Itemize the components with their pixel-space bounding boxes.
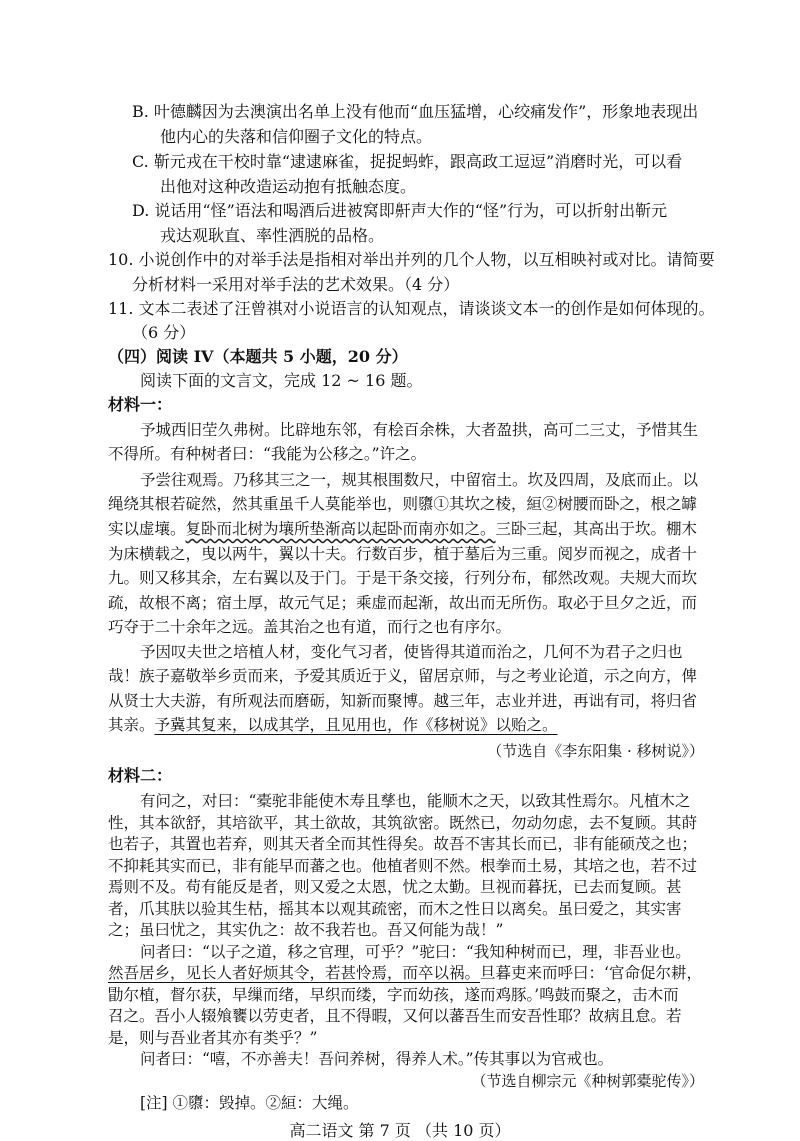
section-instruction: 阅读下面的文言文，完成 12 ~ 16 题。 [140,371,423,390]
m2-line: 者，爪其肤以验其生枯，摇其本以观其疏密，而木之性日以离矣。虽曰爱之，其实害 [108,899,682,918]
question-10-line1: 10. 小说创作中的对举手法是指相对举出并列的几个人物，以互相映衬或对比。请简要 [108,250,715,269]
question-10-line2: 分析材料一采用对举手法的艺术效果。（4 分） [132,275,460,294]
option-b-line1: B. 叶德麟因为去澳演出名单上没有他而“血压猛增，心绞痛发作”，形象地表现出 [132,102,699,121]
material-1-label: 材料一： [108,395,173,414]
m1-line: 疏，故根不离；宿土厚，故元气足；乘虚而起渐，故出而无所伤。取必于旦夕之近，而 [108,594,698,612]
m2-line: 焉则不及。苟有能反是者，则又爱之太恩，忧之太勤。旦视而暮抚，已去而复顾。甚 [108,878,682,896]
m2-line: 召之。吾小人辍飧饔以劳吏者，且不得暇，又何以蕃吾生而安吾性耶？故病且怠。若 [108,1007,682,1025]
m2-line: 问者曰：“以子之道，移之官理，可乎？”驼曰：“我知种树而已，理，非吾业也。 [140,942,691,961]
option-c-line2: 出他对这种改造运动抱有抵触态度。 [160,177,417,196]
option-c-line1: C. 靳元戎在干校时靠“逮逮麻雀，捉捉蚂蚱，跟高政工逗逗”消磨时光，可以看 [132,152,683,171]
m2-line: 有问之，对曰：“橐驼非能使木寿且孳也，能顺木之天，以致其性焉尔。凡植木之 [140,792,691,810]
m1-text: 三卧三起，其高出于坎。棚木 [495,520,698,538]
page-footer: 高二语文 第 7 页 （共 10 页） [289,1121,511,1140]
option-b-line2: 他内心的失落和信仰圈子文化的特点。 [160,127,433,146]
underlined-sentence: 然吾居乡，见长人者好烦其令，若甚怜焉，而卒以祸。 [108,964,481,982]
m2-text: 旦暮吏来而呼曰：‘官命促尔耕， [480,964,702,982]
section-title: （四）阅读 IV（本题共 5 小题，20 分） [108,347,408,366]
m1-text: 其亲。 [108,716,155,734]
option-d-line1: D. 说话用“怪”语法和喝酒后进被窝即鼾声大作的“怪”行为，可以折射出靳元 [132,201,668,220]
material-1-source: （节选自《李东阳集 · 移树说》） [487,742,704,760]
m2-line: 之；虽曰忧之，其实仇之：故不我若也。吾又何能为哉！” [108,921,504,939]
m1-line: 不得所。有种树者曰：“我能为公移之。”许之。 [108,445,427,463]
m1-line: 从贤士大夫游，有所观法而磨砺，知新而聚博。越三年，志业并进，再诎有司，将归省 [108,692,698,710]
m2-line: 是，则与吾业者其亦有类乎？” [108,1028,318,1047]
m1-line: 绳绕其根若碇然，然其重虽千人莫能举也，则隳①其坎之棱，絙②树腰而卧之，根之罅 [108,495,698,513]
m2-line: 性，其本欲舒，其培欲平，其土欲故，其筑欲密。既然已，勿动勿虑，去不复顾。其莳 [108,813,698,832]
m1-line: 为床横载之，曳以两牛，翼以十夫。行数百步，植于墓后为三重。阅岁而视之，成者十 [108,545,698,563]
m1-line [108,714,558,736]
m1-line: 巧夺于二十余年之远。盖其治之也有道，而行之也有序尔。 [108,618,512,636]
m1-line: 九。则又移其余，左右翼以及于门。于是干条交接，行列分布，郁然改观。夫规大而坎 [108,569,698,587]
footnote: [注] ①隳：毁掉。②絙：大绳。 [140,1094,359,1112]
m2-line [108,962,702,984]
question-11-line1: 11. 文本二表述了汪曾祺对小说语言的认知观点，请谈谈文本一的创作是如何体现的。 [108,299,715,318]
underlined-sentence: 予冀其复来，以成其学，且见用也，作《移树说》以贻之。 [154,716,558,734]
m1-text: 实以虚壤。 [108,520,186,538]
m1-line: 予因叹夫世之培植人材，变化气习者，使皆得其道而治之，几何不为君子之归也 [140,643,683,661]
m1-line: 哉！族子嘉敬举乡贡而来，予爱其质近于义，留居京师，与之考业论道，示之向方，俾 [108,667,698,685]
material-2-label: 材料二： [108,766,173,785]
wavy-underlined-sentence: 复卧而北树为壤所垫渐高以起卧而南亦如之。 [185,520,496,538]
question-11-line2: （6 分） [132,323,196,342]
m1-line [108,518,697,540]
m1-line: 予城西旧茔久弗树。比辟地东邻，有桧百余株，大者盈拱，高可二三丈，予惜其生 [140,421,699,439]
option-d-line2: 戎达观耿直、率性洒脱的品格。 [160,226,385,245]
m2-line: 也若子，其置也若弃，则其天者全而其性得矣。故吾不害其长而已，非有能硕茂之也； [108,835,698,853]
m1-line: 予尝往观焉。乃移其三之一，规其根围数尺，中留宿土。坎及四周，及底而止。以 [140,471,699,489]
m2-line: 不抑耗其实而已，非有能早而蕃之也。他植者则不然。根拳而土易，其培之也，若不过 [108,856,698,875]
m2-line: 勖尔植，督尔获，早缫而绪，早织而缕，字而幼孩，遂而鸡豚。’鸣鼓而聚之，击木而 [108,985,679,1004]
m2-line: 问者曰：“嘻，不亦善夫！吾问养树，得养人术。”传其事以为官戒也。 [140,1050,614,1068]
material-2-source: （节选自柳宗元《种树郭橐驼传》） [471,1072,704,1090]
